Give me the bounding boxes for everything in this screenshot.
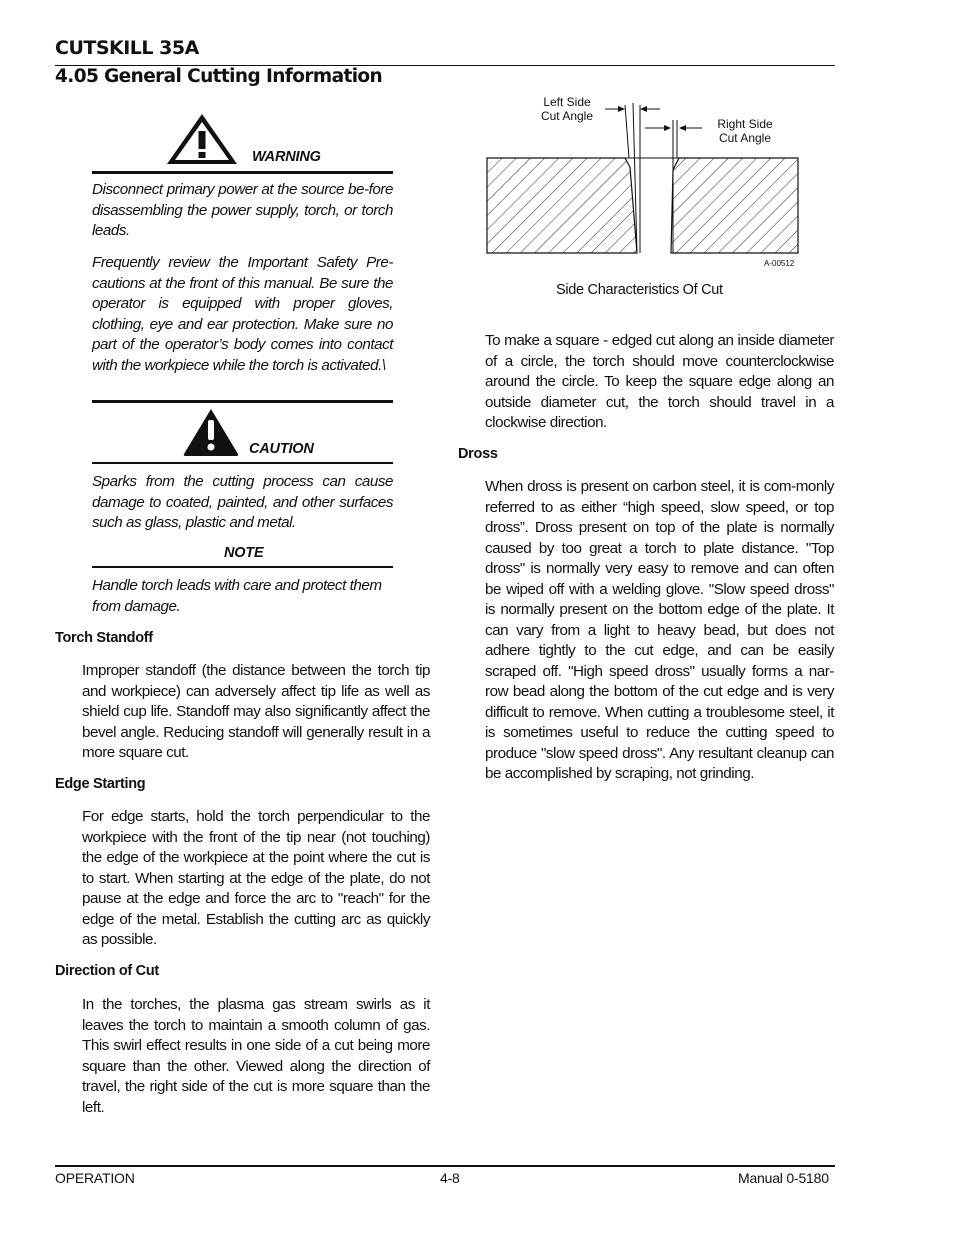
warning-label: WARNING	[252, 149, 321, 165]
left-side-cut-angle-label: Left Side Cut Angle	[540, 95, 594, 123]
torch-standoff-text: Improper standoff (the distance between the torch tip and workpiece) can adversely affect tip life as well as shield cup life. Standoff may also significantly affect the bevel angle. Reducing standoff will generally result in a more square cut.	[82, 662, 430, 761]
note-rule	[92, 566, 393, 568]
footer-rule	[55, 1165, 835, 1167]
figure-id: A-00512	[764, 259, 795, 268]
warning-paragraph-2: Frequently review the Important Safety Pre-cautions at the front of this manual. Be sure the operator is equipped with proper gloves, clothing, eye and ear protection. Make sure no part of the operator’s body comes into contact with the workpiece while the torch is activated.\	[92, 254, 393, 374]
warning-triangle-icon	[165, 112, 239, 171]
note-text: Handle torch leads with care and protect them from damage.	[92, 577, 382, 615]
cut-diagram	[480, 95, 810, 265]
edge-starting-text: For edge starts, hold the torch perpendicular to the workpiece with the front of the tip near (not touching) the edge of the workpiece at the point where the cut is to start. When starting at the edge of the plate, do not pause at the edge and force the arc to "reach" for the edge of the metal. Establish the cutting arc as quickly as possible.	[82, 808, 430, 948]
right-side-cut-angle-label: Right Side Cut Angle	[717, 117, 773, 145]
manual-number: Manual 0-5180	[738, 1170, 829, 1186]
direction-of-cut-text: In the torches, the plasma gas stream swirls as it leaves the torch to maintain a smooth column of gas. This swirl effect results in one side of a cut being more square than the other. Viewed along the direction of travel, the right side of the cut is more square than the left.	[82, 996, 430, 1116]
caution-label: CAUTION	[249, 441, 314, 457]
note-label: NOTE	[224, 545, 264, 561]
figure-caption: Side Characteristics Of Cut	[556, 282, 723, 298]
edge-starting-heading: Edge Starting	[55, 776, 146, 792]
square-cut-text: To make a square - edged cut along an inside diameter of a circle, the torch should move counterclockwise around the circle. To keep the square edge along an outside diameter cut, the torch should travel in a clockwise direction.	[485, 332, 834, 431]
footer-section: OPERATION	[55, 1170, 135, 1186]
caution-top-rule	[92, 400, 393, 403]
dross-text: When dross is present on carbon steel, it is com-monly referred to as either “high speed, slow speed, or top dross”. Dross present on top of the plate is normally caused by too great a torch to plate distance. "Top dross" is normally very easy to remove and can often be wiped off with a welding glove. "Slow speed dross" is normally present on the bottom edge of the plate. It can vary from a light to heavy bead, but does not adhere tightly to the cut edge, and can be easily scraped off. "High speed dross" usually forms a nar-row bead along the bottom of the cut edge and is very difficult to remove. When cutting a troublesome steel, it is sometimes useful to reduce the cutting speed to produce "slow speed dross". Any resultant cleanup can be accomplished by scraping, not grinding.	[485, 478, 834, 782]
caution-rule	[92, 462, 393, 464]
section-title: 4.05 General Cutting Information	[55, 66, 383, 87]
product-name: CUTSKILL 35A	[55, 37, 199, 59]
direction-of-cut-heading: Direction of Cut	[55, 963, 159, 979]
torch-standoff-heading: Torch Standoff	[55, 630, 153, 646]
dross-heading: Dross	[458, 446, 498, 462]
caution-triangle-icon	[182, 407, 240, 462]
page-number: 4-8	[440, 1170, 460, 1186]
warning-rule	[92, 171, 393, 174]
warning-paragraph-1: Disconnect primary power at the source be-fore disassembling the power supply, torch, or torch leads.	[92, 181, 393, 239]
caution-text: Sparks from the cutting process can cause damage to coated, painted, and other surfaces such as glass, plastic and metal.	[92, 473, 393, 531]
